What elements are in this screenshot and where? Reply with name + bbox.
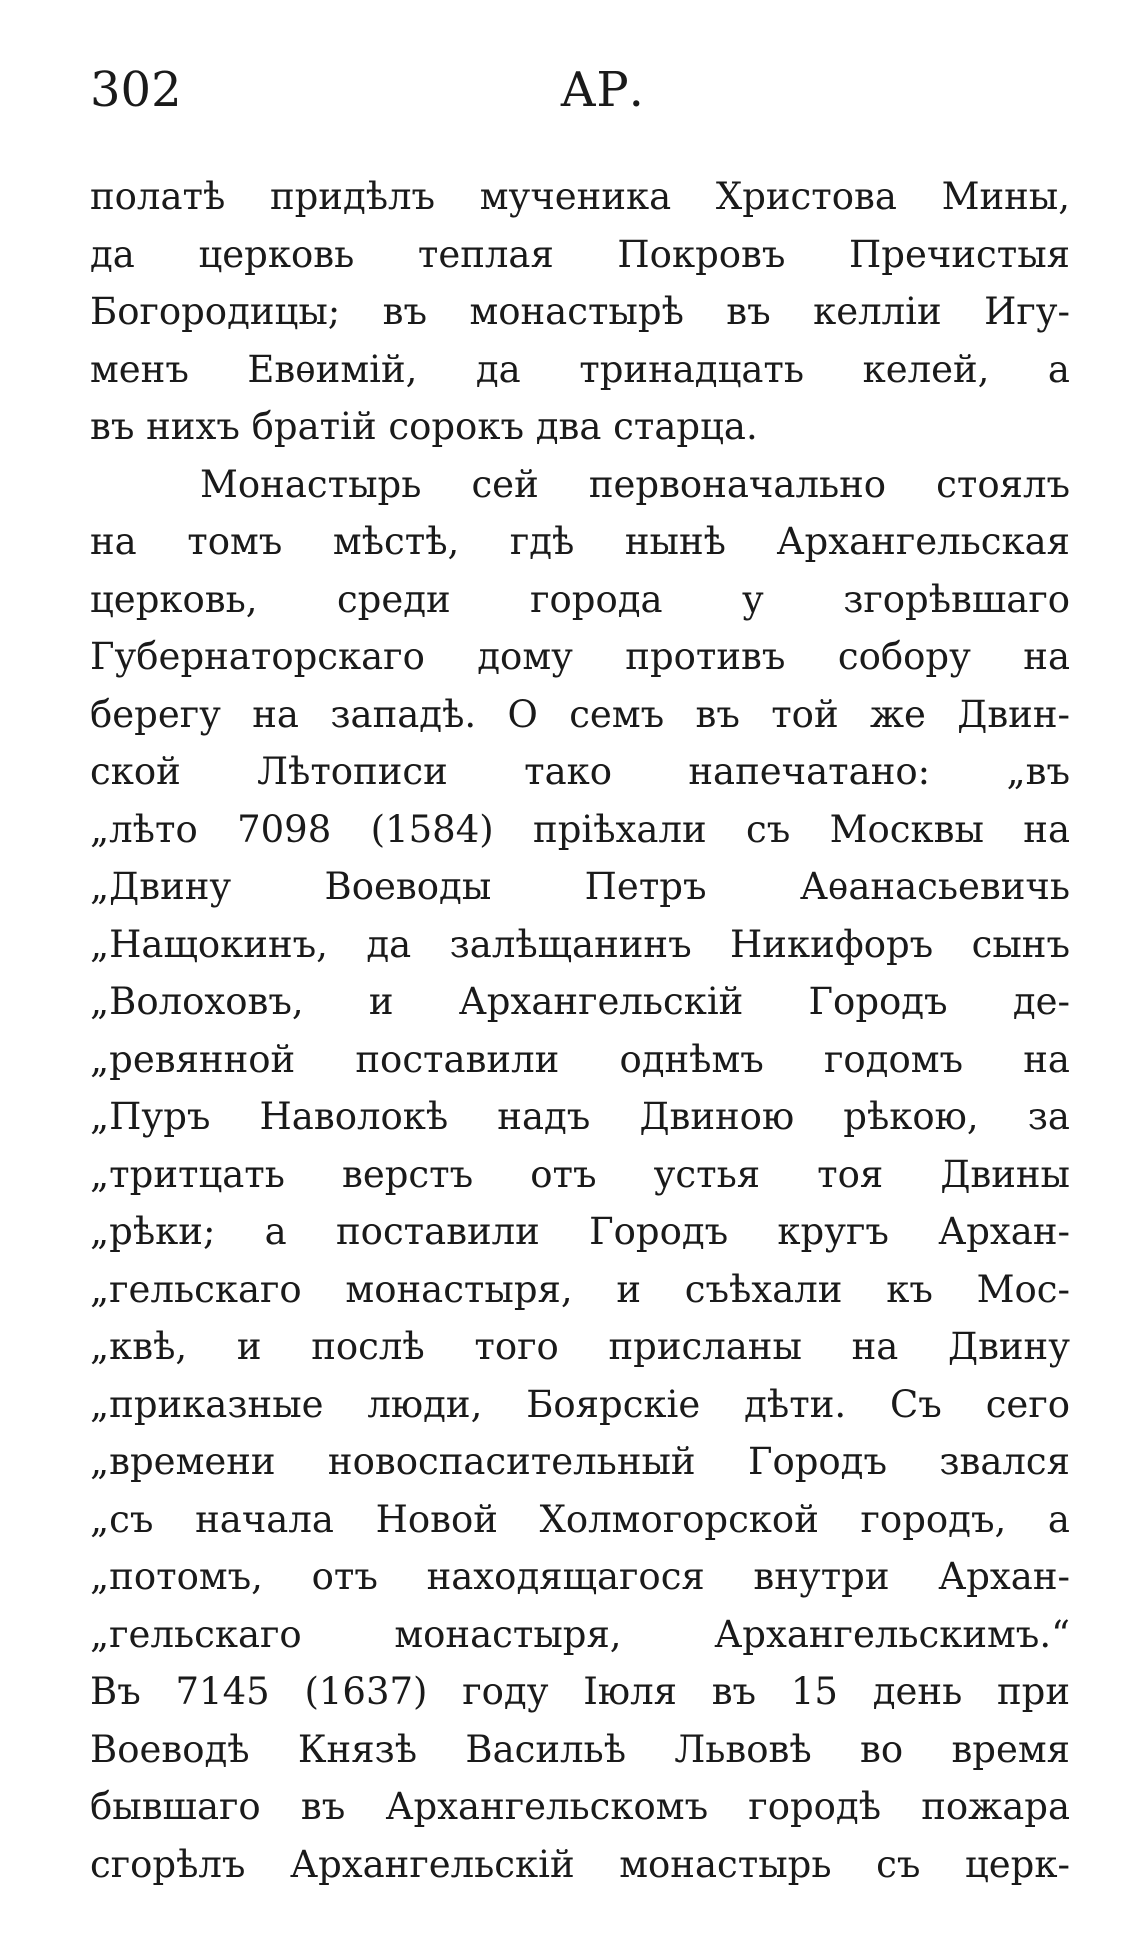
text-line: „тритцать верстъ отъ устья тоя Двины (90, 1152, 1070, 1196)
text-line: „потомъ, отъ находящагося внутри Архан- (90, 1555, 1070, 1598)
text-line: „рѣки; а поставили Городъ кругъ Архан- (90, 1210, 1070, 1253)
page-header (90, 60, 1070, 130)
text-line: „времени новоспасительный Городъ звался (90, 1440, 1070, 1483)
paragraph (90, 168, 1070, 456)
text-line: Монастырь сей первоначально стоялъ (200, 462, 1070, 506)
text-line: сгорѣлъ Архангельскій монастырь съ церк- (90, 1842, 1070, 1886)
text-line: „Нащокинъ, да залѣщанинъ Никифоръ сынъ (90, 922, 1070, 966)
text-line: „Двину Воеводы Петръ Аѳанасьевичь (90, 865, 1070, 908)
text-line: „гельскаго монастыря, Архангельскимъ.“ (90, 1612, 1070, 1656)
text-line: Воеводѣ Князѣ Васильѣ Львовѣ во время (90, 1727, 1070, 1771)
page-number: 302 (90, 62, 182, 118)
text-line: „квѣ, и послѣ того присланы на Двину (90, 1325, 1070, 1368)
paragraph (90, 456, 1070, 1894)
text-line: на томъ мѣстѣ, гдѣ нынѣ Архангельская (90, 520, 1070, 563)
text-line: „Пуръ Наволокѣ надъ Двиною рѣкою, за (90, 1095, 1070, 1138)
text-line: церковь, среди города у згорѣвшаго (90, 577, 1070, 621)
text-line: менъ Евѳимій, да тринадцать келей, а (90, 347, 1070, 391)
text-line: Богородицы; въ монастырѣ въ келліи Игу- (90, 290, 1070, 333)
text-line: бывшаго въ Архангельскомъ городѣ пожара (90, 1785, 1070, 1828)
text-line: „съ начала Новой Холмогорской городъ, а (90, 1497, 1070, 1541)
text-line: берегу на западѣ. О семъ въ той же Двин- (90, 692, 1070, 736)
text-line: Губернаторскаго дому противъ собору на (90, 635, 1070, 678)
text-line: полатѣ придѣлъ мученика Христова Мины, (90, 175, 1070, 218)
text-line: ской Лѣтописи тако напечатано: „въ (90, 750, 1070, 793)
text-line: „Волоховъ, и Архангельскій Городъ де- (90, 980, 1070, 1023)
text-line: въ нихъ братій сорокъ два старца. (90, 405, 758, 448)
text-line: Въ 7145 (1637) году Іюля въ 15 день при (90, 1670, 1070, 1713)
text-line: да церковь теплая Покровъ Пречистыя (90, 232, 1070, 276)
text-line: „лѣто 7098 (1584) пріѣхали съ Москвы на (90, 807, 1070, 851)
running-head: АР. (560, 62, 644, 118)
text-line: „ревянной поставили однѣмъ годомъ на (90, 1037, 1070, 1081)
page-body (90, 168, 1070, 1893)
text-line: „приказные люди, Боярскіе дѣти. Съ сего (90, 1382, 1070, 1426)
text-line: „гельскаго монастыря, и съѣхали къ Мос- (90, 1267, 1070, 1311)
